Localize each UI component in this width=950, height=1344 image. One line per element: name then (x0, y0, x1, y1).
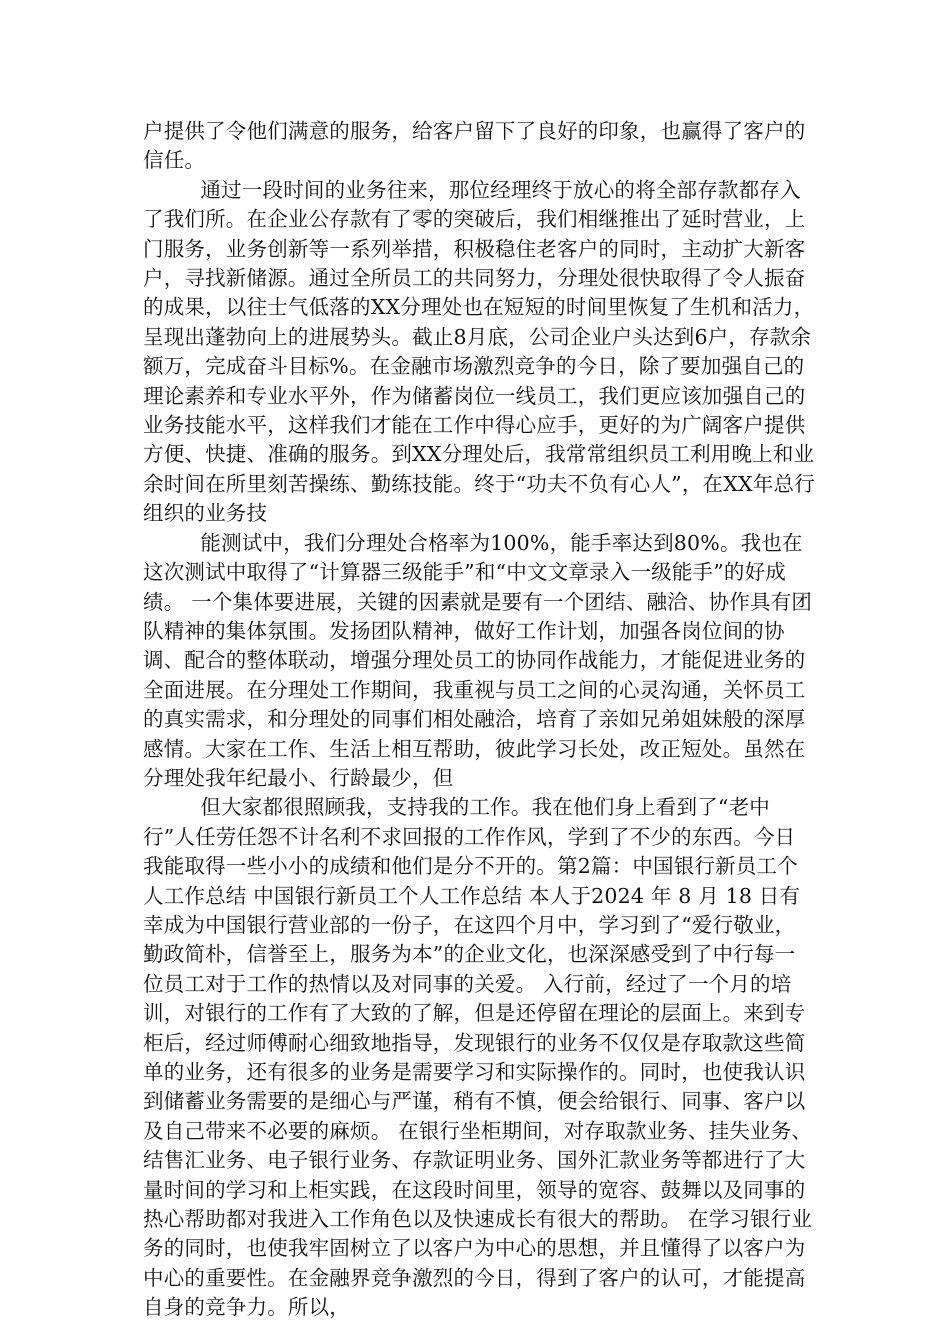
paragraph-1: 户提供了令他们满意的服务，给客户留下了良好的印象，也赢得了客户的信任。 (143, 119, 806, 173)
paragraph-3: 能测试中，我们分理处合格率为100%，能手率达到80%。我也在这次测试中取得了“计算器三级能手”和“中文文章录入一级能手”的好成绩。 一个集体要进展，关键的因素就是要有一个团结、融洽、协作具有团队精神的集体氛围。发扬团队精神，做好工作计划，加强各岗位间的协调、配合的整体联动，增强分理处员工的协同作战能力，才能促进业务的全面进展。在分理处工作期间，我重视与员工之间的心灵沟通，关怀员工的真实需求，和分理处的同事们相处融洽，培育了亲如兄弟姐妹般的深厚感情。大家在工作、生活上相互帮助，彼此学习长处，改正短处。虽然在分理处我年纪最小、行龄最少，但 (143, 530, 813, 790)
paragraph-4: 但大家都很照顾我，支持我的工作。我在他们身上看到了“老中行”人任劳任怨不计名利不求回报的工作作风，学到了不少的东西。今日我能取得一些小小的成绩和他们是分不开的。第2篇：中国银行新员工个人工作总结 中国银行新员工个人工作总结 本人于2024 年 8 月 18 日有幸成为中国银行营业部的一份子，在这四个月中，学习到了“爱行敬业，勤政简朴，信誉至上，服务为本”的企业文化，也深深感受到了中行每一位员工对于工作的热情以及对同事的关爱。 入行前，经过了一个月的培训，对银行的工作有了大致的了解，但是还停留在理论的层面上。来到专柜后，经过师傅耐心细致地指导，发现银行的业务不仅仅是存取款这些简单的业务，还有很多的业务是需要学习和实际操作的。同时，也使我认识到储蓄业务需要的是细心与严谨，稍有不慎，便会给银行、同事、客户以及自己带来不必要的麻烦。 在银行坐柜期间，对存取款业务、挂失业务、结售汇业务、电子银行业务、存款证明业务、国外汇款业务等都进行了大量时间的学习和上柜实践，在这段时间里，领导的宽容、鼓舞以及同事的热心帮助都对我进入工作角色以及快速成长有很大的帮助。 在学习银行业务的同时，也使我牢固树立了以客户为中心的思想，并且懂得了以客户为中心的重要性。在金融界竞争激烈的今日，得到了客户的认可，才能提高自身的竞争力。所以， (143, 795, 813, 1320)
document-body (143, 117, 815, 1323)
paragraph-2: 通过一段时间的业务往来，那位经理终于放心的将全部存款都存入了我们所。在企业公存款有了零的突破后，我们相继推出了延时营业，上门服务，业务创新等一系列举措，积极稳住老客户的同时，主动扩大新客户，寻找新储源。通过全所员工的共同努力，分理处很快取得了令人振奋的成果，以往士气低落的XX分理处也在短短的时间里恢复了生机和活力，呈现出蓬勃向上的进展势头。截止8月底，公司企业户头达到6户，存款余额万，完成奋斗目标%。在金融市场激烈竞争的今日，除了要加强自己的理论素养和专业水平外，作为储蓄岗位一线员工，我们更应该加强自己的业务技能水平，这样我们才能在工作中得心应手，更好的为广阔客户提供方便、快捷、准确的服务。到XX分理处后，我常常组织员工利用晚上和业余时间在所里刻苦操练、勤练技能。终于“功夫不负有心人”，在XX年总行组织的业务技 (143, 177, 815, 526)
